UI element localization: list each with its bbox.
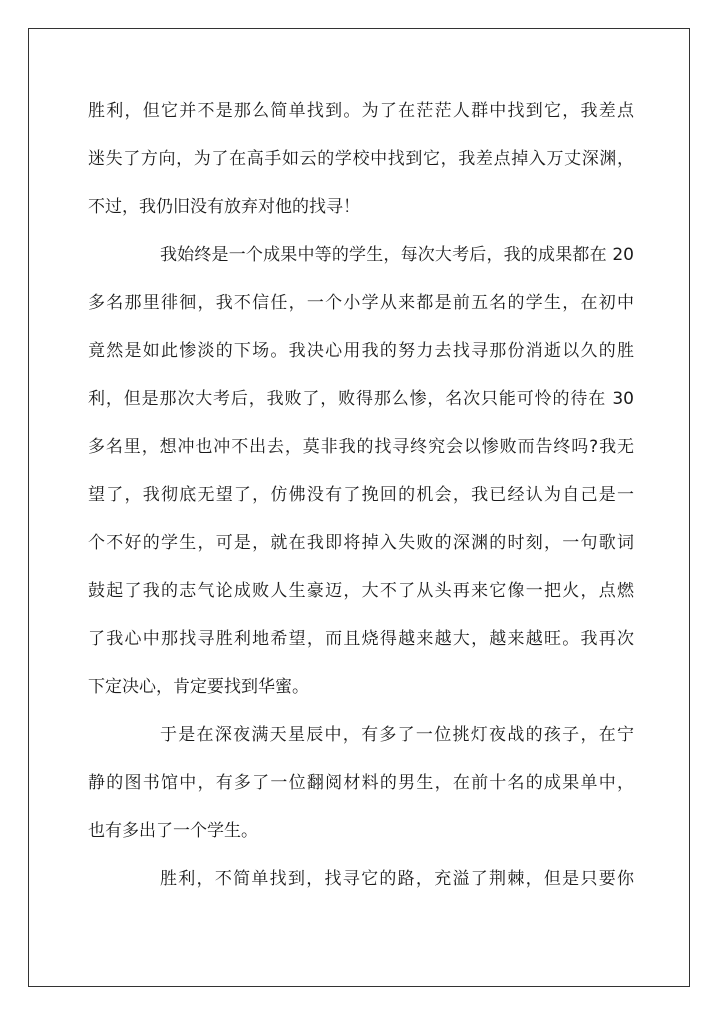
text-line-7: 利，但是那次大考后，我败了，败得那么惨，名次只能可怜的待在 30 xyxy=(88,389,634,409)
text-line-13: 下定决心，肯定要找到华蜜。 xyxy=(88,677,309,697)
text-line-17: 胜利，不简单找到，找寻它的路，充溢了荆棘，但是只要你 xyxy=(160,869,634,889)
text-line-10: 个不好的学生，可是，就在我即将掉入失败的深渊的时刻，一句歌词 xyxy=(88,533,634,553)
text-line-14: 于是在深夜满天星辰中，有多了一位挑灯夜战的孩子，在宁 xyxy=(160,725,634,745)
text-line-16: 也有多出了一个学生。 xyxy=(88,821,258,841)
text-line-6: 竟然是如此惨淡的下场。我决心用我的努力去找寻那份消逝以久的胜 xyxy=(88,341,634,361)
text-line-1: 胜利，但它并不是那么简单找到。为了在茫茫人群中找到它，我差点 xyxy=(88,101,634,121)
text-line-15: 静的图书馆中，有多了一位翻阅材料的男生，在前十名的成果单中， xyxy=(88,773,634,793)
text-line-3: 不过，我仍旧没有放弃对他的找寻！ xyxy=(88,197,360,217)
text-line-9: 望了，我彻底无望了，仿佛没有了挽回的机会，我已经认为自己是一 xyxy=(88,485,634,505)
text-line-2: 迷失了方向，为了在高手如云的学校中找到它，我差点掉入万丈深渊， xyxy=(88,149,634,169)
text-line-5: 多名那里徘徊，我不信任，一个小学从来都是前五名的学生，在初中 xyxy=(88,293,634,313)
text-line-8: 多名里，想冲也冲不出去，莫非我的找寻终究会以惨败而告终吗?我无 xyxy=(88,437,634,457)
text-line-4: 我始终是一个成果中等的学生，每次大考后，我的成果都在 20 xyxy=(160,245,634,265)
text-line-11: 鼓起了我的志气论成败人生豪迈，大不了从头再来它像一把火，点燃 xyxy=(88,581,634,601)
text-line-12: 了我心中那找寻胜利地希望，而且烧得越来越大，越来越旺。我再次 xyxy=(88,629,634,649)
